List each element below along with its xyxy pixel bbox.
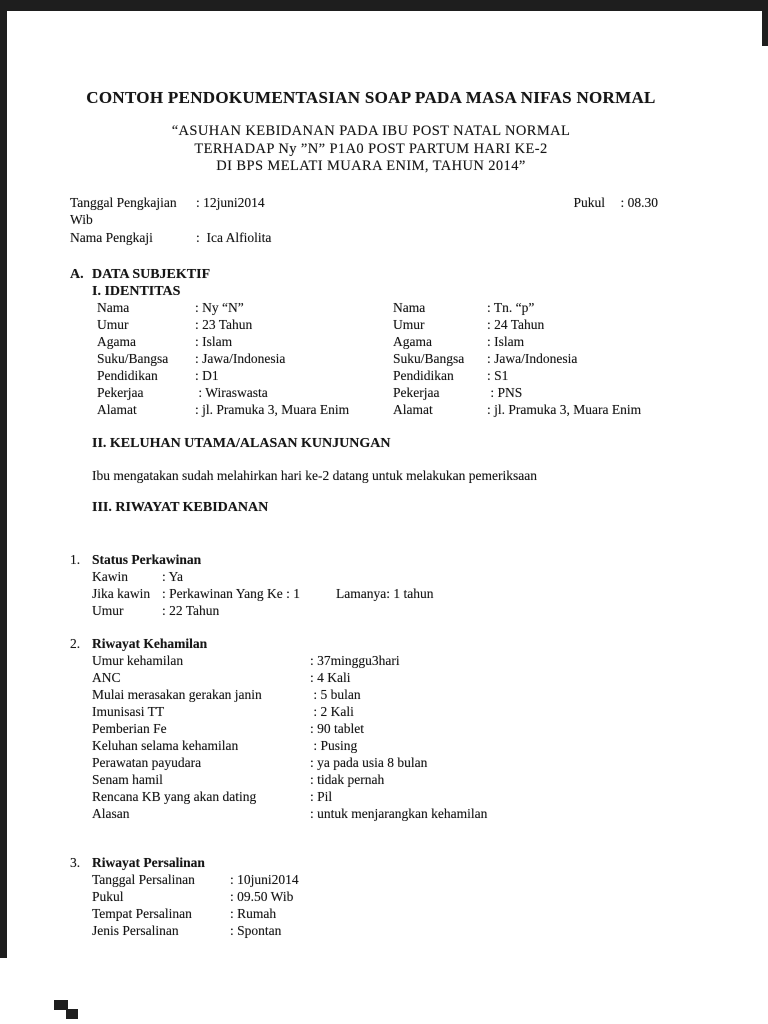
row-value: : 2 Kali — [310, 704, 354, 719]
pengkaji-label: Nama Pengkaji — [70, 229, 153, 245]
row-value: : Islam — [487, 334, 525, 349]
section-title: Riwayat Kehamilan — [92, 636, 208, 651]
row-extra: Lamanya: 1 tahun — [336, 586, 434, 601]
row-label: Umur — [92, 603, 124, 618]
row-label: Pekerjaa — [393, 385, 440, 400]
row-value: : Tn. “p” — [487, 300, 535, 315]
row-value: : S1 — [487, 368, 509, 383]
subtitle-line: DI BPS MELATI MUARA ENIM, TAHUN 2014” — [216, 158, 526, 174]
identitas-row — [393, 367, 641, 384]
identitas-heading: I. IDENTITAS — [92, 284, 181, 299]
row-value: : Perkawinan Yang Ke : 1 — [162, 586, 300, 601]
data-row — [92, 737, 487, 754]
row-label: Alamat — [97, 402, 137, 417]
section-number: 3. — [70, 855, 81, 870]
row-value: : PNS — [487, 385, 523, 400]
riwayat-kehamilan-rows — [92, 652, 487, 822]
section-letter: A. — [70, 267, 84, 282]
data-row — [92, 871, 299, 888]
subtitle-line: TERHADAP Ny ”N” P1A0 POST PARTUM HARI KE-2 — [194, 140, 548, 157]
row-value: : D1 — [195, 368, 219, 383]
scan-artifact-left-edge — [0, 0, 7, 958]
row-value: : 37minggu3hari — [310, 653, 400, 668]
identitas-row — [97, 384, 366, 401]
row-value: : 10juni2014 — [230, 872, 299, 887]
data-row — [92, 754, 487, 771]
row-value: : untuk menjarangkan kehamilan — [310, 806, 488, 821]
data-row — [92, 602, 433, 619]
row-value: : jl. Pramuka 3, Muara Enim — [195, 402, 350, 417]
identitas-row — [97, 350, 366, 367]
tanggal-label: Tanggal Pengkajian — [70, 194, 177, 210]
data-row — [92, 703, 487, 720]
row-label: Mulai merasakan gerakan janin — [92, 687, 262, 702]
pengkaji-value: : Ica Alfiolita — [196, 229, 272, 245]
meta-date-row — [70, 194, 672, 212]
row-label: Suku/Bangsa — [393, 351, 465, 366]
row-label: Pekerjaa — [97, 385, 144, 400]
data-row — [92, 568, 433, 585]
row-label: Pemberian Fe — [92, 721, 167, 736]
row-value: : 22 Tahun — [162, 603, 220, 618]
data-row — [92, 669, 487, 686]
row-label: Agama — [393, 334, 432, 349]
row-label: ANC — [92, 670, 121, 685]
data-row — [92, 720, 487, 737]
data-row — [92, 905, 299, 922]
document-title: CONTOH PENDOKUMENTASIAN SOAP PADA MASA NIFAS NORMAL — [86, 88, 656, 107]
identitas-row — [97, 299, 366, 316]
identitas-row — [97, 401, 366, 418]
wib-label: Wib — [70, 212, 93, 227]
identitas-row — [97, 316, 366, 333]
identitas-table — [70, 299, 672, 418]
pukul-label: Pukul — [573, 194, 605, 210]
section-number: 1. — [70, 552, 81, 567]
row-label: Umur kehamilan — [92, 653, 184, 668]
data-row — [92, 686, 487, 703]
section-title: DATA SUBJEKTIF — [92, 267, 211, 282]
section-data-subjektif — [70, 266, 672, 283]
row-label: Nama — [393, 300, 426, 315]
identitas-row — [393, 401, 641, 418]
tanggal-value: : 12juni2014 — [196, 194, 265, 210]
section-number: 2. — [70, 636, 81, 651]
section-status-perkawinan — [70, 551, 672, 619]
row-label: Senam hamil — [92, 772, 163, 787]
riwayat-heading: III. RIWAYAT KEBIDANAN — [92, 500, 269, 515]
row-value: : jl. Pramuka 3, Muara Enim — [487, 402, 642, 417]
identitas-row — [393, 299, 641, 316]
row-value: : 09.50 Wib — [230, 889, 294, 904]
row-label: Umur — [393, 317, 425, 332]
pukul — [573, 194, 658, 212]
scan-artifact-top-edge — [0, 0, 768, 11]
row-value: : 90 tablet — [310, 721, 364, 736]
data-row — [92, 652, 487, 669]
row-label: Pendidikan — [97, 368, 158, 383]
nama-pengkaji — [70, 229, 672, 247]
row-value: : Pil — [310, 789, 333, 804]
keluhan-heading: II. KELUHAN UTAMA/ALASAN KUNJUNGAN — [92, 436, 391, 451]
assessment-meta — [70, 194, 672, 247]
identitas-row — [97, 367, 366, 384]
row-value: : Jawa/Indonesia — [487, 351, 578, 366]
data-row — [92, 771, 487, 788]
row-value: : Rumah — [230, 906, 277, 921]
subtitle-line: “ASUHAN KEBIDANAN PADA IBU POST NATAL NORMAL — [171, 123, 571, 139]
row-label: Jenis Persalinan — [92, 923, 179, 938]
row-value: : ya pada usia 8 bulan — [310, 755, 428, 770]
section-body — [92, 635, 487, 822]
identitas-row — [393, 333, 641, 350]
row-value: : Pusing — [310, 738, 358, 753]
identitas-row — [393, 350, 641, 367]
row-value: : 23 Tahun — [195, 317, 253, 332]
section-riwayat-persalinan — [70, 854, 672, 939]
scan-artifact-bottom-left — [66, 1009, 78, 1019]
row-value: : Islam — [195, 334, 233, 349]
row-value: : tidak pernah — [310, 772, 385, 787]
row-label: Pukul — [92, 889, 124, 904]
identitas-row — [393, 316, 641, 333]
row-value: : Spontan — [230, 923, 282, 938]
row-value: : 5 bulan — [310, 687, 361, 702]
row-label: Umur — [97, 317, 129, 332]
row-value: : 4 Kali — [310, 670, 351, 685]
identitas-father-column — [366, 299, 641, 418]
data-row — [92, 805, 487, 822]
row-value: : 24 Tahun — [487, 317, 545, 332]
data-row — [92, 788, 487, 805]
row-label: Tanggal Persalinan — [92, 872, 195, 887]
data-row — [92, 585, 433, 602]
pukul-value: : 08.30 — [620, 194, 658, 210]
row-label: Pendidikan — [393, 368, 454, 383]
row-label: Tempat Persalinan — [92, 906, 192, 921]
row-label: Rencana KB yang akan dating — [92, 789, 257, 804]
tanggal-pengkajian — [70, 194, 265, 212]
section-body — [92, 854, 299, 939]
section-title: Riwayat Persalinan — [92, 855, 205, 870]
identitas-mother-column — [70, 299, 366, 418]
row-value: : Ya — [162, 569, 184, 584]
section-body — [92, 551, 433, 619]
identitas-row — [97, 333, 366, 350]
document-content — [70, 88, 672, 939]
row-label: Alamat — [393, 402, 433, 417]
keluhan-text: Ibu mengatakan sudah melahirkan hari ke-2 datang untuk melakukan pemeriksaan — [92, 468, 537, 483]
row-value: : Wiraswasta — [195, 385, 268, 400]
document-subtitle — [70, 123, 672, 176]
row-label: Jika kawin — [92, 586, 151, 601]
row-label: Imunisasi TT — [92, 704, 165, 719]
row-label: Perawatan payudara — [92, 755, 202, 770]
row-label: Kawin — [92, 569, 128, 584]
riwayat-persalinan-rows — [92, 871, 299, 939]
scan-artifact-right-edge — [762, 0, 768, 46]
row-label: Keluhan selama kehamilan — [92, 738, 239, 753]
row-label: Alasan — [92, 806, 130, 821]
section-title: Status Perkawinan — [92, 552, 202, 567]
row-value: : Jawa/Indonesia — [195, 351, 286, 366]
section-riwayat-kehamilan — [70, 635, 672, 822]
data-row — [92, 922, 299, 939]
data-row — [92, 888, 299, 905]
row-label: Suku/Bangsa — [97, 351, 169, 366]
identitas-row — [393, 384, 641, 401]
row-label: Nama — [97, 300, 130, 315]
row-label: Agama — [97, 334, 136, 349]
status-perkawinan-rows — [92, 568, 433, 619]
row-value: : Ny “N” — [195, 300, 244, 315]
